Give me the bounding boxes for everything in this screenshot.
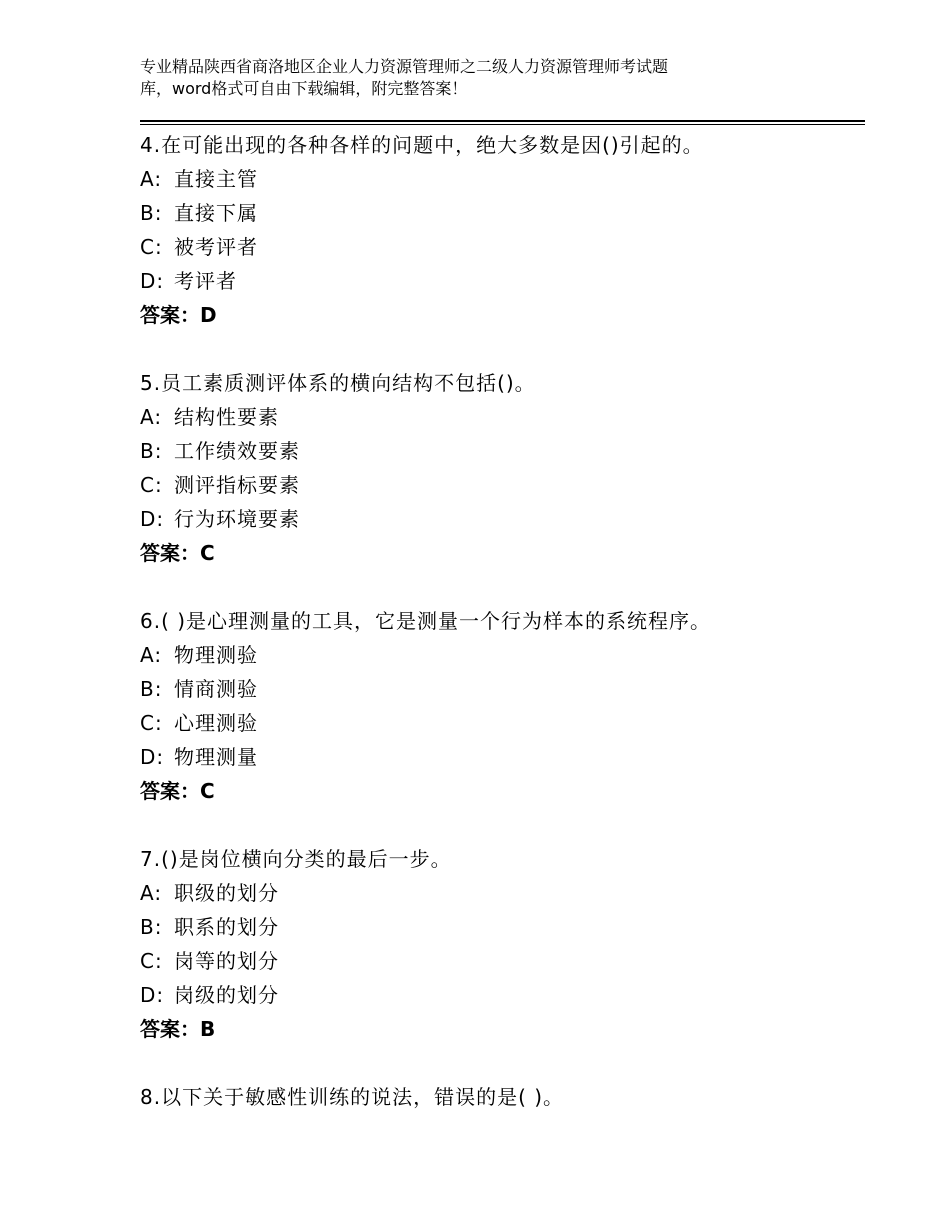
option-text: 工作绩效要素 [174, 439, 300, 463]
option-letter: A: [140, 643, 163, 667]
header-divider [140, 120, 865, 125]
option-letter: D: [140, 983, 165, 1007]
option-d [140, 740, 865, 774]
option-text: 心理测验 [174, 711, 258, 735]
option-text: 职级的划分 [174, 881, 279, 905]
option-d [140, 502, 865, 536]
option-text: 直接下属 [174, 201, 258, 225]
option-text: 测评指标要素 [174, 473, 300, 497]
option-letter: D: [140, 507, 165, 531]
option-text: 行为环境要素 [174, 507, 300, 531]
option-text: 被考评者 [174, 235, 258, 259]
option-c [140, 468, 865, 502]
answer-text: 答案：B [140, 1017, 216, 1041]
option-letter: B: [140, 915, 163, 939]
option-text: 直接主管 [174, 167, 258, 191]
option-letter: D: [140, 269, 165, 293]
question-7 [140, 842, 865, 1046]
option-text: 物理测量 [174, 745, 258, 769]
option-b [140, 196, 865, 230]
option-letter: A: [140, 167, 163, 191]
option-b [140, 434, 865, 468]
option-letter: B: [140, 201, 163, 225]
question-8 [140, 1080, 865, 1114]
option-a [140, 400, 865, 434]
answer-text: 答案：C [140, 541, 215, 565]
option-letter: C: [140, 711, 163, 735]
header-line-2: 库，word格式可自由下载编辑，附完整答案！ [140, 79, 468, 98]
question-6 [140, 604, 865, 808]
option-letter: D: [140, 745, 165, 769]
answer-text: 答案：C [140, 779, 215, 803]
option-b [140, 910, 865, 944]
question-text: 6.( )是心理测量的工具，它是测量一个行为样本的系统程序。 [140, 609, 712, 633]
option-text: 职系的划分 [174, 915, 279, 939]
option-text: 物理测验 [174, 643, 258, 667]
question-text: 8.以下关于敏感性训练的说法，错误的是( )。 [140, 1085, 565, 1109]
question-list [140, 128, 865, 1148]
option-letter: B: [140, 677, 163, 701]
option-a [140, 638, 865, 672]
option-letter: C: [140, 235, 163, 259]
option-c [140, 944, 865, 978]
question-text: 4.在可能出现的各种各样的问题中，绝大多数是因()引起的。 [140, 133, 704, 157]
option-letter: C: [140, 473, 163, 497]
option-d [140, 264, 865, 298]
option-c [140, 706, 865, 740]
header-line-1: 专业精品陕西省商洛地区企业人力资源管理师之二级人力资源管理师考试题 [140, 57, 669, 76]
question-text: 5.员工素质测评体系的横向结构不包括()。 [140, 371, 536, 395]
option-text: 结构性要素 [174, 405, 279, 429]
document-header [140, 56, 780, 100]
option-text: 岗级的划分 [174, 983, 279, 1007]
answer-text: 答案：D [140, 303, 217, 327]
option-a [140, 162, 865, 196]
option-a [140, 876, 865, 910]
option-b [140, 672, 865, 706]
option-letter: A: [140, 405, 163, 429]
option-text: 岗等的划分 [174, 949, 279, 973]
question-5 [140, 366, 865, 570]
option-c [140, 230, 865, 264]
option-text: 考评者 [174, 269, 237, 293]
option-letter: C: [140, 949, 163, 973]
option-letter: A: [140, 881, 163, 905]
option-letter: B: [140, 439, 163, 463]
question-text: 7.()是岗位横向分类的最后一步。 [140, 847, 452, 871]
question-4 [140, 128, 865, 332]
option-text: 情商测验 [174, 677, 258, 701]
option-d [140, 978, 865, 1012]
